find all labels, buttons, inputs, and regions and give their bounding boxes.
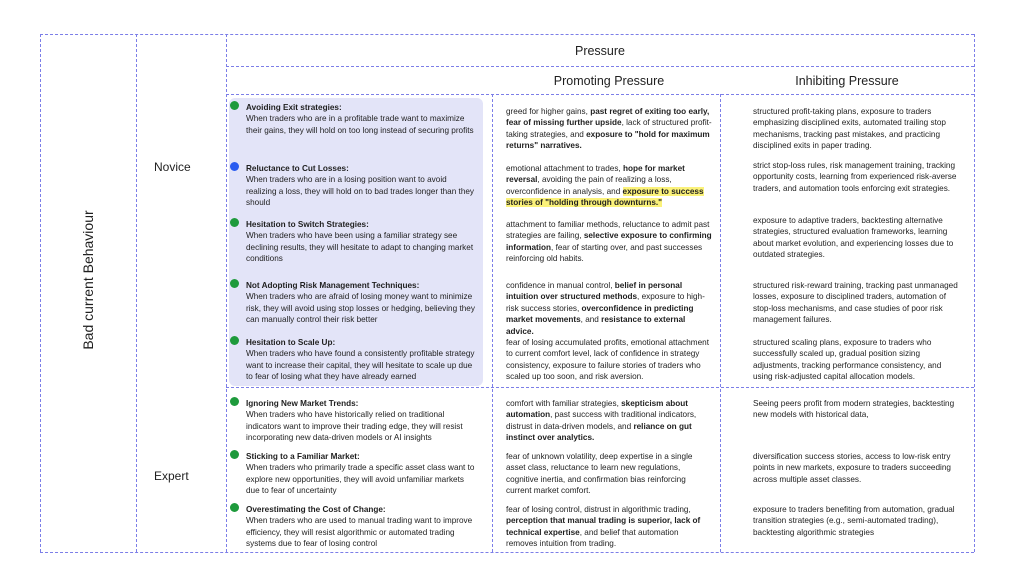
behaviour-title: Not Adopting Risk Management Techniques: — [246, 281, 420, 290]
behaviour-reluctance-to-cut-losses — [246, 163, 478, 209]
behaviour-description: When traders who are in a losing position want to avoid realizing a loss, they will hold on to bad trades longer than they should — [246, 175, 475, 208]
status-dot-green-icon — [230, 503, 239, 512]
behaviour-description: When traders who have been using a familiar strategy see declining results, they will hesitate to adapt to changing market conditions — [246, 231, 474, 264]
behaviour-title: Hesitation to Scale Up: — [246, 338, 336, 347]
header-inhibiting-pressure: Inhibiting Pressure — [795, 74, 899, 88]
status-dot-green-icon — [230, 336, 239, 345]
side-label-bad-current-behaviour: Bad current Behaviour — [80, 210, 96, 350]
status-dot-green-icon — [230, 450, 239, 459]
level-expert: Expert — [154, 469, 189, 483]
behaviour-description: When traders who primarily trade a specific asset class want to explore new opportunities, they will avoid unfamiliar markets due to fear of uncertainty — [246, 463, 475, 496]
behaviour-hesitation-to-switch-strategies — [246, 219, 478, 265]
inhibiting-pressure-row-3: structured risk-reward training, tracking past unmanaged losses, exposure to disciplined traders, automation of stop-loss mechanisms, and case studies of poor risk management failures. — [753, 281, 958, 325]
behaviour-description: When traders who have found a consistently profitable strategy want to increase their capital, they will hesitate to scale up due to fear of losing what they have already earned — [246, 349, 475, 382]
inhibiting-pressure-row-5: Seeing peers profit from modern strategies, backtesting new models with historical data, — [753, 399, 955, 420]
behaviour-not-adopting-risk-management — [246, 280, 478, 326]
level-novice: Novice — [154, 160, 191, 174]
behaviour-overestimating-cost-of-change — [246, 504, 478, 550]
promoting-pressure-row-1: emotional attachment to trades, hope for market reversal, avoiding the pain of realizing a loss, overconfidence in analysis, and exposure to success stories of "holding through downturns." — [506, 164, 704, 208]
promoting-pressure-row-3: confidence in manual control, belief in personal intuition over structured methods, exposure to high-risk success stories, overconfidence in predicting market movements, and resistance to external advice. — [506, 281, 705, 336]
behaviour-title: Ignoring New Market Trends: — [246, 399, 359, 408]
behaviour-description: When traders who are used to manual trading want to improve efficiency, they will resist algorithmic or automated trading systems due to fear of losing control — [246, 516, 473, 549]
header-pressure: Pressure — [574, 44, 626, 58]
behaviour-title: Overestimating the Cost of Change: — [246, 505, 386, 514]
inhibiting-pressure-row-6: diversification success stories, access to low-risk entry points in new markets, exposure to traders succeeding across multiple asset classes. — [753, 452, 951, 484]
promoting-pressure-row-2: attachment to familiar methods, reluctance to admit past strategies are failing, selective exposure to confirming information, fear of starting over, and past successes reinforcing old habits. — [506, 220, 712, 264]
promoting-pressure-row-5: comfort with familiar strategies, skepticism about automation, past success with traditional indicators, distrust in data-driven models, and reliance on gut instinct over analytics. — [506, 399, 697, 443]
status-dot-green-icon — [230, 397, 239, 406]
behaviour-hesitation-to-scale-up — [246, 337, 478, 383]
status-dot-green-icon — [230, 218, 239, 227]
inhibiting-pressure-row-7: exposure to traders benefiting from automation, gradual transition strategies (e.g., semi-automated trading), backtesting algorithmic strategies — [753, 505, 955, 537]
inhibiting-pressure-row-4: structured scaling plans, exposure to traders who successfully scaled up, gradual position sizing adjustments, tracking performance consistency, and using risk-adjusted capital allocation models. — [753, 338, 942, 382]
behaviour-description: When traders who have historically relied on traditional indicators want to improve their trading edge, they will resist incorporating new data-driven models or AI insights — [246, 410, 463, 443]
inhibiting-pressure-row-1: strict stop-loss rules, risk management training, tracking opportunity costs, learning from experienced risk-averse traders, and automation tools enforcing exit strategies. — [753, 161, 957, 193]
inhibiting-pressure-row-0: structured profit-taking plans, exposure to traders emphasizing disciplined exits, automated trailing stop mechanisms, tracking past mistakes, and practicing disciplined exits in paper trading. — [753, 107, 946, 151]
inhibiting-pressure-row-2: exposure to adaptive traders, backtesting alternative strategies, structured evaluation frameworks, learning about market evolution, and experiencing losses due to outdated strategies. — [753, 216, 954, 260]
promoting-pressure-row-6: fear of unknown volatility, deep expertise in a single asset class, reluctance to learn new regulations, cognitive inertia, and confirmation bias reinforcing current market comfort. — [506, 452, 693, 496]
behaviour-avoiding-exit-strategies — [246, 102, 478, 136]
behaviour-title: Hesitation to Switch Strategies: — [246, 220, 369, 229]
behaviour-ignoring-new-market-trends — [246, 398, 478, 444]
status-dot-blue-icon — [230, 162, 239, 171]
behaviour-description: When traders who are afraid of losing money want to minimize risk, they will avoid using stop losses or hedging, believing they can manually control their risk better — [246, 292, 475, 325]
header-promoting-pressure: Promoting Pressure — [553, 74, 665, 88]
status-dot-green-icon — [230, 279, 239, 288]
behaviour-title: Sticking to a Familiar Market: — [246, 452, 360, 461]
promoting-pressure-row-7: fear of losing control, distrust in algorithmic trading, perception that manual trading is superior, lack of technical expertise, and belief that automation removes intuition from trading. — [506, 505, 701, 549]
behaviour-description: When traders who are in a profitable trade want to maximize their gains, they will hold on too long instead of securing profits — [246, 114, 474, 135]
behaviour-sticking-to-familiar-market — [246, 451, 478, 497]
behaviour-title: Reluctance to Cut Losses: — [246, 164, 349, 173]
promoting-pressure-row-4: fear of losing accumulated profits, emotional attachment to current comfort level, lack of confidence in strategy consistency, exposure to failure stories of traders who scaled up too soon, and risk aversion. — [506, 338, 709, 382]
behaviour-title: Avoiding Exit strategies: — [246, 103, 342, 112]
promoting-pressure-row-0: greed for higher gains, past regret of exiting too early, fear of missing further upside, lack of structured profit-taking strategies, and exposure to "hold for maximum returns" narratives. — [506, 107, 712, 151]
status-dot-green-icon — [230, 101, 239, 110]
